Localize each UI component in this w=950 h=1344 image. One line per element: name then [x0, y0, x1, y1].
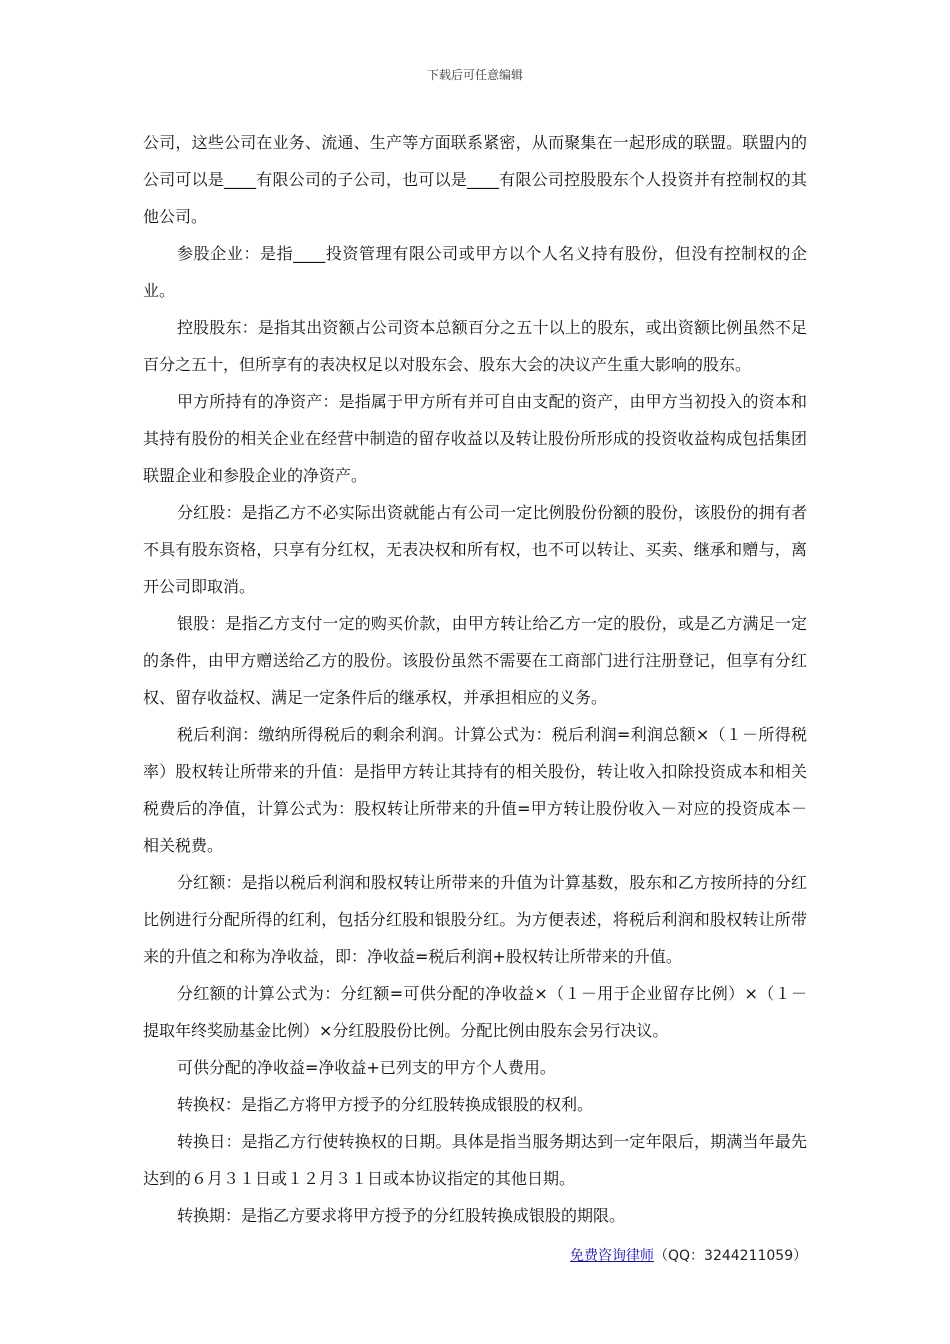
paragraph-alliance-continued: 公司，这些公司在业务、流通、生产等方面联系紧密，从而聚集在一起形成的联盟。联盟内的公司可以是____有限公司的子公司，也可以是____有限公司控股股东个人投资并有控制权的其他公司。	[143, 133, 807, 226]
footer-contact-text: （QQ：3244211059）	[654, 1248, 808, 1264]
document-body	[143, 124, 807, 1234]
paragraph-conversion-right: 转换权：是指乙方将甲方授予的分红股转换成银股的权利。	[177, 1095, 594, 1114]
page-footer	[570, 1245, 807, 1265]
paragraph-controlling-shareholder: 控股股东：是指其出资额占公司资本总额百分之五十以上的股东，或出资额比例虽然不足百分之五十，但所享有的表决权足以对股东会、股东大会的决议产生重大影响的股东。	[143, 318, 807, 374]
paragraph-net-assets: 甲方所持有的净资产：是指属于甲方所有并可自由支配的资产，由甲方当初投入的资本和其持有股份的相关企业在经营中制造的留存收益以及转让股份所形成的投资收益构成包括集团联盟企业和参股企业的净资产。	[143, 392, 807, 485]
paragraph-dividend-shares: 分红股：是指乙方不必实际出资就能占有公司一定比例股份份额的股份，该股份的拥有者不具有股东资格，只享有分红权，无表决权和所有权，也不可以转让、买卖、继承和赠与，离开公司即取消。	[143, 503, 807, 596]
free-lawyer-consult-link[interactable]: 免费咨询律师	[570, 1248, 654, 1264]
page-header: 下载后可任意编辑	[426, 68, 523, 82]
paragraph-silver-shares: 银股：是指乙方支付一定的购买价款，由甲方转让给乙方一定的股份，或是乙方满足一定的条件，由甲方赠送给乙方的股份。该股份虽然不需要在工商部门进行注册登记，但享有分红权、留存收益权、满足一定条件后的继承权，并承担相应的义务。	[143, 614, 807, 707]
paragraph-distributable-income: 可供分配的净收益=净收益+已列支的甲方个人费用。	[177, 1058, 556, 1077]
paragraph-conversion-date: 转换日：是指乙方行使转换权的日期。具体是指当服务期达到一定年限后，期满当年最先达到的６月３１日或１２月３１日或本协议指定的其他日期。	[143, 1132, 807, 1188]
paragraph-participating-enterprise: 参股企业：是指____投资管理有限公司或甲方以个人名义持有股份，但没有控制权的企业。	[143, 244, 807, 300]
paragraph-dividend-amount: 分红额：是指以税后利润和股权转让所带来的升值为计算基数，股东和乙方按所持的分红比例进行分配所得的红利，包括分红股和银股分红。为方便表述，将税后利润和股权转让所带来的升值之和称为净收益，即：净收益=税后利润+股权转让所带来的升值。	[143, 873, 807, 966]
paragraph-conversion-period: 转换期：是指乙方要求将甲方授予的分红股转换成银股的期限。	[177, 1206, 626, 1225]
paragraph-after-tax-profit: 税后利润：缴纳所得税后的剩余利润。计算公式为：税后利润=利润总额×（１－所得税率）股权转让所带来的升值：是指甲方转让其持有的相关股份，转让收入扣除投资成本和相关税费后的净值，计算公式为：股权转让所带来的升值=甲方转让股份收入－对应的投资成本－相关税费。	[143, 725, 807, 855]
paragraph-dividend-formula: 分红额的计算公式为：分红额=可供分配的净收益×（１－用于企业留存比例）×（１－提取年终奖励基金比例）×分红股股份比例。分配比例由股东会另行决议。	[143, 984, 807, 1040]
